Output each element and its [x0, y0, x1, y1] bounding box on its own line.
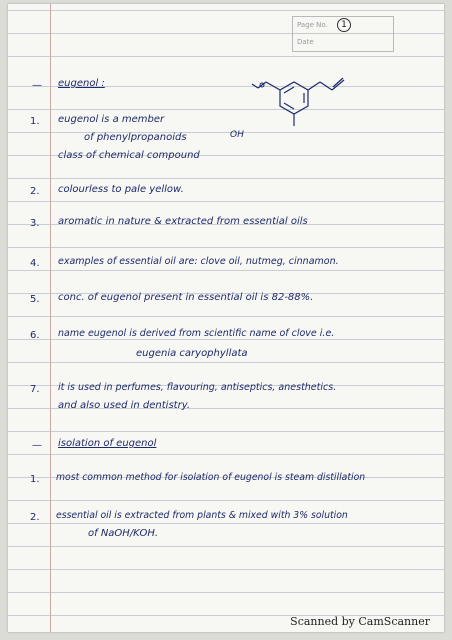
scanner-watermark: Scanned by CamScanner	[290, 615, 430, 628]
item-7-line-1: it is used in perfumes, flavouring, antiseptics, anesthetics.	[58, 382, 337, 393]
page-no-value: 1	[337, 18, 351, 32]
item-7-line-2: and also used in dentistry.	[58, 400, 191, 411]
section-2-item-2-number: 2.	[30, 512, 40, 523]
item-4-line-1: examples of essential oil are: clove oil, nutmeg, cinnamon.	[58, 256, 339, 267]
item-2-line-1: colourless to pale yellow.	[58, 184, 184, 195]
section-2-dash: —	[32, 440, 42, 451]
section-2-item-2-line-2: of NaOH/KOH.	[88, 528, 159, 539]
item-1-number: 1.	[30, 116, 40, 127]
item-1-line-3: class of chemical compound	[58, 150, 200, 161]
notebook-page	[8, 4, 444, 632]
title-dash: —	[32, 80, 42, 91]
item-5-number: 5.	[30, 294, 40, 305]
item-2-number: 2.	[30, 186, 40, 197]
section-2-item-1-number: 1.	[30, 474, 40, 485]
page-no-label: Page No.	[297, 21, 328, 29]
section-2-item-1-line-1: most common method for isolation of eugenol is steam distillation	[56, 472, 366, 483]
section-2-title: isolation of eugenol	[58, 438, 157, 449]
item-6-line-2: eugenia caryophyllata	[136, 348, 248, 359]
section-2-item-2-line-1: essential oil is extracted from plants & mixed with 3% solution	[56, 510, 348, 521]
item-5-line-1: conc. of eugenol present in essential oil is 82-88%.	[58, 292, 314, 303]
page-number-box	[292, 16, 394, 52]
date-label: Date	[297, 38, 314, 46]
item-6-line-1: name eugenol is derived from scientific name of clove i.e.	[58, 328, 335, 339]
date-row	[293, 34, 393, 50]
title: eugenol :	[58, 78, 105, 89]
item-1-line-2: of phenylpropanoids	[84, 132, 187, 143]
item-1-line-1: eugenol is a member	[58, 114, 165, 125]
margin-line	[50, 4, 51, 632]
item-7-number: 7.	[30, 384, 40, 395]
item-3-line-1: aromatic in nature & extracted from essential oils	[58, 216, 308, 227]
item-4-number: 4.	[30, 258, 40, 269]
molecule-oh-label: OH	[230, 130, 244, 140]
item-6-number: 6.	[30, 330, 40, 341]
item-3-number: 3.	[30, 218, 40, 229]
page-no-row	[293, 17, 393, 34]
